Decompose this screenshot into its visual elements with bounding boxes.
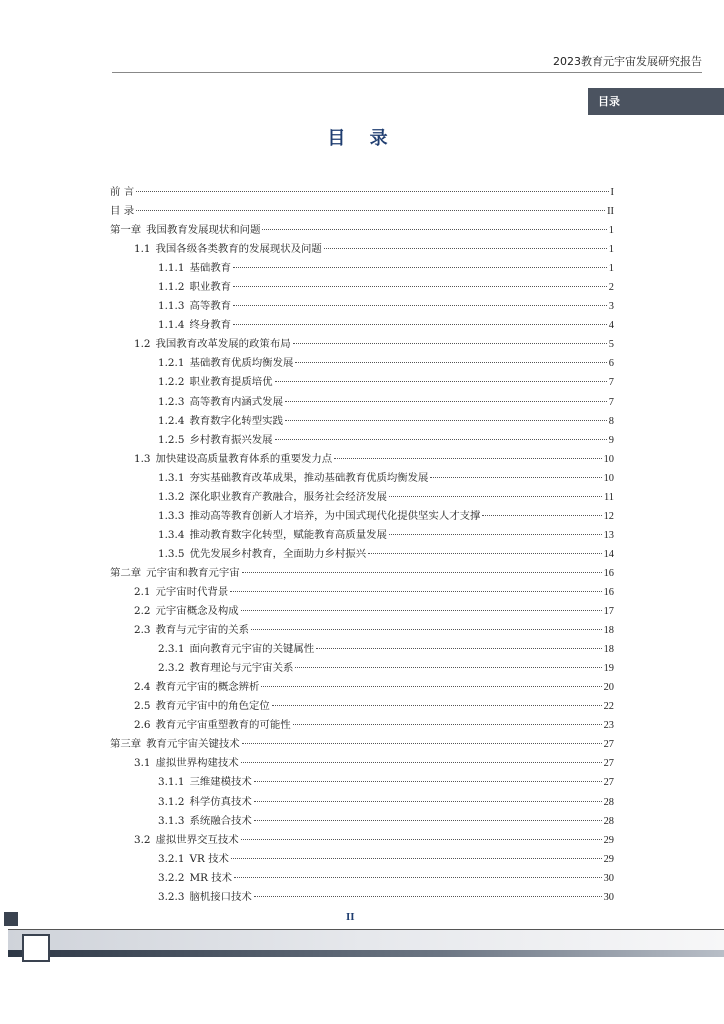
toc-entry-label: 推动教育数字化转型，赋能教育高质量发展: [189, 528, 387, 541]
toc-dot-leader: [234, 877, 602, 878]
toc-entry[interactable]: [110, 259, 614, 278]
toc-dot-leader: [254, 820, 602, 821]
toc-dot-leader: [316, 648, 601, 649]
toc-entry[interactable]: [110, 278, 614, 297]
toc-entry-page: 20: [603, 682, 614, 694]
toc-entry-page: 23: [603, 720, 614, 732]
toc-entry-label: 加快建设高质量教育体系的重要发力点: [155, 452, 333, 465]
toc-entry-page: 7: [608, 377, 614, 389]
toc-entry-number: 2.3.1: [158, 643, 185, 656]
toc-entry-label: 元宇宙时代背景: [155, 585, 229, 598]
toc-dot-leader: [242, 743, 602, 744]
toc-entry-page: 10: [603, 472, 614, 484]
toc-entry[interactable]: [110, 793, 614, 812]
toc-entry-number: 1.3: [134, 452, 151, 465]
toc-entry[interactable]: [110, 640, 614, 659]
toc-entry-number: 1.2.1: [158, 357, 185, 370]
toc-entry-page: 17: [603, 606, 614, 618]
header-rule: [112, 72, 702, 73]
toc-entry-label: 科学仿真技术: [189, 795, 252, 808]
toc-entry[interactable]: [110, 316, 614, 335]
toc-entry-page: 28: [603, 796, 614, 808]
toc-entry-number: 1.1.3: [158, 300, 185, 313]
toc-entry-number: 1.2.3: [158, 395, 185, 408]
toc-entry[interactable]: [110, 850, 614, 869]
toc-dot-leader: [233, 305, 607, 306]
toc-dot-leader: [285, 420, 607, 421]
toc-entry-number: 1.2.2: [158, 376, 185, 389]
toc-entry[interactable]: [110, 812, 614, 831]
toc-entry-page: 8: [608, 415, 614, 427]
toc-entry-number: 1.3.3: [158, 509, 185, 522]
toc-list: [110, 183, 614, 907]
toc-entry-label: 面向教育元宇宙的关键属性: [189, 643, 315, 656]
toc-dot-leader: [136, 210, 605, 211]
toc-dot-leader: [233, 267, 607, 268]
toc-entry-number: 1.3.2: [158, 490, 185, 503]
toc-entry-number: 1.1.1: [158, 262, 185, 275]
toc-entry-number: 2.2: [134, 605, 151, 618]
toc-entry-label: 教育理论与元宇宙关系: [189, 662, 294, 675]
toc-entry-page: 27: [603, 739, 614, 751]
toc-entry[interactable]: [110, 469, 614, 488]
toc-entry[interactable]: [110, 412, 614, 431]
toc-entry-number: 3.1.3: [158, 814, 185, 827]
toc-entry[interactable]: [110, 221, 614, 240]
toc-entry-page: 19: [603, 663, 614, 675]
toc-entry[interactable]: [110, 297, 614, 316]
toc-entry-label: 我国教育发展现状和问题: [146, 224, 261, 237]
report-title: 2023教育元宇宙发展研究报告: [553, 55, 702, 68]
toc-entry-label: 教育元宇宙中的角色定位: [155, 700, 270, 713]
toc-dot-leader: [324, 248, 607, 249]
toc-dot-leader: [334, 458, 601, 459]
toc-entry-number: 3.1.1: [158, 776, 185, 789]
toc-entry-page: I: [610, 187, 614, 198]
toc-entry-label: 脑机接口技术: [189, 890, 252, 903]
toc-entry-page: 5: [608, 339, 614, 351]
toc-entry-number: 2.3.2: [158, 662, 185, 675]
toc-entry-page: 29: [603, 834, 614, 846]
toc-entry-page: 1: [608, 263, 614, 275]
toc-entry-page: 16: [603, 567, 614, 579]
footer-band: [8, 950, 724, 957]
toc-entry-number: 1.1.4: [158, 319, 185, 332]
toc-entry-number: 第一章: [110, 224, 142, 237]
toc-entry-label: 终身教育: [189, 319, 232, 332]
toc-entry-label: 元宇宙概念及构成: [155, 605, 239, 618]
toc-dot-leader: [231, 858, 602, 859]
toc-entry-label: 职业教育提质培优: [189, 376, 273, 389]
toc-entry-label: 深化职业教育产教融合，服务社会经济发展: [189, 490, 387, 503]
toc-entry-page: 2: [608, 282, 614, 294]
toc-entry-number: 2.5: [134, 700, 151, 713]
toc-entry[interactable]: [110, 431, 614, 450]
footer-gradient: [8, 930, 724, 950]
toc-entry-number: 2.1: [134, 585, 151, 598]
toc-entry-page: 10: [603, 453, 614, 465]
toc-entry[interactable]: [110, 488, 614, 507]
toc-entry-number: 1.3.1: [158, 471, 185, 484]
toc-entry[interactable]: [110, 735, 614, 754]
toc-entry-page: 7: [608, 396, 614, 408]
toc-entry-label: 目 录: [110, 205, 135, 218]
toc-dot-leader: [482, 515, 601, 516]
toc-dot-leader: [230, 591, 601, 592]
toc-entry-label: 虚拟世界交互技术: [155, 833, 239, 846]
toc-entry-label: 夯实基础教育改革成果，推动基础教育优质均衡发展: [189, 471, 429, 484]
toc-entry[interactable]: [110, 716, 614, 735]
toc-entry-number: 1.3.5: [158, 547, 185, 560]
toc-entry[interactable]: [110, 678, 614, 697]
toc-entry-label: 系统融合技术: [189, 814, 252, 827]
toc-entry[interactable]: [110, 240, 614, 259]
toc-dot-leader: [275, 439, 607, 440]
toc-entry-label: 前 言: [110, 186, 135, 198]
toc-dot-leader: [275, 381, 607, 382]
toc-entry[interactable]: [110, 697, 614, 716]
toc-entry-label: 乡村教育振兴发展: [189, 433, 273, 446]
toc-dot-leader: [251, 629, 602, 630]
toc-entry[interactable]: [110, 583, 614, 602]
toc-entry-number: 2.3: [134, 624, 151, 637]
toc-entry[interactable]: [110, 831, 614, 850]
toc-dot-leader: [295, 667, 601, 668]
toc-entry-page: 18: [603, 644, 614, 656]
toc-dot-leader: [233, 324, 607, 325]
toc-entry-label: 基础教育优质均衡发展: [189, 357, 294, 370]
toc-entry-page: 18: [603, 625, 614, 637]
toc-entry-label: 三维建模技术: [189, 776, 252, 789]
toc-entry-number: 3.1: [134, 757, 151, 770]
toc-entry-page: 4: [608, 320, 614, 332]
toc-dot-leader: [368, 553, 602, 554]
toc-dot-leader: [254, 896, 602, 897]
toc-entry[interactable]: [110, 773, 614, 792]
toc-entry-label: 基础教育: [189, 262, 232, 275]
toc-entry-page: 11: [603, 491, 614, 503]
toc-title: 目 录: [327, 128, 397, 149]
toc-dot-leader: [254, 781, 602, 782]
toc-entry-page: 22: [603, 701, 614, 713]
toc-entry[interactable]: [110, 202, 614, 221]
toc-dot-leader: [241, 762, 602, 763]
toc-dot-leader: [389, 496, 602, 497]
toc-entry[interactable]: [110, 659, 614, 678]
toc-entry-page: 6: [608, 358, 614, 370]
toc-entry[interactable]: [110, 564, 614, 583]
toc-entry-number: 3.1.2: [158, 795, 185, 808]
toc-entry-number: 1.2.5: [158, 433, 185, 446]
toc-entry[interactable]: [110, 393, 614, 412]
toc-entry[interactable]: [110, 335, 614, 354]
toc-dot-leader: [254, 801, 602, 802]
toc-entry-number: 3.2.1: [158, 852, 185, 865]
toc-entry-label: 虚拟世界构建技术: [155, 757, 239, 770]
toc-entry-number: 第二章: [110, 566, 142, 579]
toc-entry-number: 2.6: [134, 719, 151, 732]
toc-entry-page: 1: [608, 244, 614, 256]
toc-entry-label: 推动高等教育创新人才培养，为中国式现代化提供坚实人才支撑: [189, 509, 481, 522]
toc-entry-page: II: [607, 206, 614, 218]
toc-entry-number: 第三章: [110, 738, 142, 751]
toc-entry[interactable]: [110, 354, 614, 373]
toc-entry[interactable]: [110, 621, 614, 640]
toc-entry[interactable]: [110, 526, 614, 545]
toc-entry-label: VR 技术: [189, 852, 229, 865]
toc-entry[interactable]: [110, 754, 614, 773]
footer-deco-square: [4, 912, 18, 926]
toc-entry-label: 职业教育: [189, 281, 232, 294]
toc-entry-number: 1.1.2: [158, 281, 185, 294]
toc-dot-leader: [262, 229, 606, 230]
toc-entry-page: 16: [603, 586, 614, 598]
toc-dot-leader: [293, 724, 602, 725]
toc-entry-page: 9: [608, 434, 614, 446]
toc-entry-number: 3.2.2: [158, 871, 185, 884]
toc-entry-page: 30: [603, 891, 614, 903]
toc-entry-page: 13: [603, 529, 614, 541]
toc-dot-leader: [241, 839, 602, 840]
toc-entry-label: 教育元宇宙重塑教育的可能性: [155, 719, 291, 732]
toc-dot-leader: [242, 572, 602, 573]
toc-entry-label: 教育与元宇宙的关系: [155, 624, 250, 637]
toc-entry-label: 高等教育: [189, 300, 232, 313]
toc-entry[interactable]: [110, 450, 614, 469]
toc-entry-label: 高等教育内涵式发展: [189, 395, 283, 408]
toc-entry-page: 14: [603, 548, 614, 560]
toc-entry-page: 28: [603, 815, 614, 827]
toc-entry-page: 3: [608, 301, 614, 313]
toc-entry-page: 30: [603, 872, 614, 884]
toc-entry-label: 教育元宇宙的概念辨析: [155, 681, 260, 694]
toc-dot-leader: [261, 686, 601, 687]
toc-entry-number: 1.3.4: [158, 528, 185, 541]
toc-entry-page: 27: [603, 758, 614, 770]
toc-entry-label: MR 技术: [189, 871, 232, 884]
toc-dot-leader: [293, 343, 607, 344]
toc-entry-number: 1.1: [134, 243, 151, 256]
toc-entry[interactable]: [110, 602, 614, 621]
toc-entry-label: 优先发展乡村教育，全面助力乡村振兴: [189, 547, 367, 560]
toc-dot-leader: [233, 286, 607, 287]
toc-entry[interactable]: [110, 507, 614, 526]
toc-entry[interactable]: [110, 545, 614, 564]
toc-entry-page: 12: [603, 510, 614, 522]
toc-entry-number: 2.4: [134, 681, 151, 694]
toc-dot-leader: [430, 477, 601, 478]
toc-entry-number: 1.2.4: [158, 414, 185, 427]
toc-entry[interactable]: [110, 373, 614, 392]
toc-dot-leader: [285, 401, 607, 402]
toc-entry-label: 我国各级各类教育的发展现状及问题: [155, 243, 322, 256]
toc-dot-leader: [136, 191, 608, 192]
toc-entry-label: 教育元宇宙关键技术: [146, 738, 240, 751]
toc-dot-leader: [295, 362, 606, 363]
toc-entry-number: 3.2.3: [158, 890, 185, 903]
toc-entry-label: 我国教育改革发展的政策布局: [155, 338, 291, 351]
page-number: II: [346, 911, 355, 923]
toc-entry-number: 3.2: [134, 833, 151, 846]
toc-entry-page: 29: [603, 853, 614, 865]
toc-entry[interactable]: [110, 869, 614, 888]
toc-entry-label: 教育数字化转型实践: [189, 414, 283, 427]
footer-deco-frame: [22, 934, 50, 962]
toc-entry-number: 1.2: [134, 338, 151, 351]
toc-entry-page: 1: [608, 225, 614, 237]
toc-dot-leader: [389, 534, 602, 535]
toc-dot-leader: [241, 610, 602, 611]
section-tag: 目录: [588, 88, 724, 115]
toc-entry[interactable]: [110, 183, 614, 202]
toc-dot-leader: [272, 705, 602, 706]
toc-entry-label: 元宇宙和教育元宇宙: [146, 566, 240, 579]
toc-entry-page: 27: [603, 777, 614, 789]
toc-entry[interactable]: [110, 888, 614, 907]
